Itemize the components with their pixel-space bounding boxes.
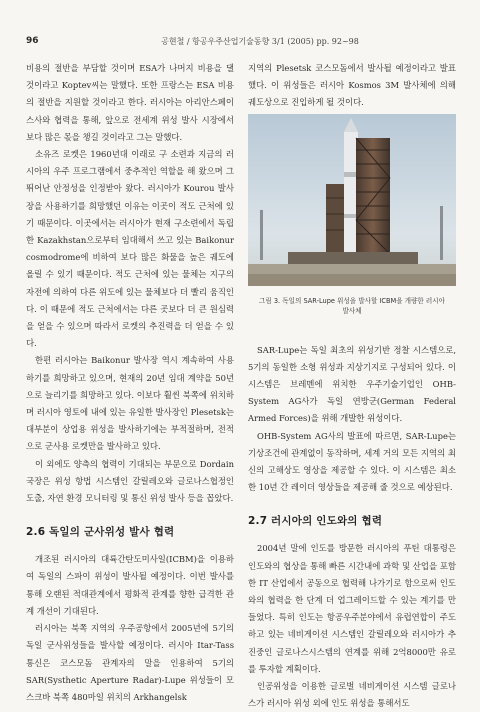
running-head: 공현철 / 항공우주산업기술동향 3/1 (2005) pp. 92~98 [161, 37, 359, 46]
section-heading: 2.6 독일의 군사위성 발사 협력 [26, 526, 175, 539]
rocket-on-launchpad-image [248, 114, 456, 286]
right-column [248, 60, 456, 712]
page-number: 96 [26, 36, 39, 46]
body-paragraph: 한편 러시아는 Baikonur 발사장 역시 계속하여 사용하기를 희망하고 있으며, 현재의 20년 임대 계약을 50년으로 늘리기를 희망하고 있다. 이보다 훨씬 북쪽에 위치하며 러시아 영토에 내에 있는 유일한 발사장인 Plesetsk는 대부분이 상업용 위성을 발사하기에는 부적절하며, 전적으로 군사용 로켓만을 발사하고 있다. [26, 355, 234, 452]
left-column [26, 60, 234, 706]
body-paragraph: 개조된 러시아의 대륙간탄도미사일(ICBM)을 이용하여 독일의 스파이 위성이 발사될 예정이다. 이번 발사를 통해 오랜된 적대관계에서 평화적 관계를 향한 급격한 관계 개선이 기대된다. [26, 554, 234, 616]
body-paragraph: 비용의 절반을 부담할 것이며 ESA가 나머지 비용을 댈 것이라고 Koptev씨는 말했다. 또한 프랑스는 ESA 비용의 절반을 지원할 것이라고 한다. 러시아는 아리안스페이스사와 협력을 통해, 앞으로 전세계 위성 발사 시장에서 보다 많은 몫을 챙길 것이라고 그는 말했다. [26, 63, 234, 142]
body-paragraph: 이 외에도 양측의 협력이 기대되는 부문으로 Dordain 국장은 위성 항법 시스템인 갈릴레오와 글로나스협정인 도출, 자연 환경 모니터링 및 통신 위성 발사 등을 꼽았다. [26, 458, 234, 504]
body-paragraph: 소유즈 로켓은 1960년대 이래로 구 소련과 지금의 러시아의 우주 프로그램에서 중추적인 역할을 해 왔으며 그 뛰어난 안정성을 인정받아 왔다. 러시아가 Kourou 발사장을 사용하기를 희망했던 이유는 이곳이 적도 근처에 있기 때문이다. 이곳에서는 러시아가 현재 구소련에서 독립한 Kazakhstan으로부터 임대해서 쓰고 있는 Baikonur cosmodrome에 비하여 보다 많은 화물을 높은 궤도에 올릴 수 있기 때문이다. 적도 근처에 있는 물체는 지구의 자전에 의하여 다른 위도에 있는 물체보다 더 빨리 움직인다. 이 때문에 적도 근처에서는 다른 곳보다 더 큰 원심력을 얻을 수 있으며 따라서 로켓의 추진력을 더 얻을 수 있다. [26, 149, 234, 349]
launch-vehicle-photo [248, 114, 456, 286]
body-paragraph: 2004년 말에 인도를 방문한 러시아의 푸틴 대통령은 인도와의 협상을 통해 빠른 시간내에 과학 및 산업을 포함한 IT 산업에서 공동으로 협력해 나가기로 함으로써 인도와의 협력을 한 단계 더 업그레이드할 수 있는 계기를 만들었다. 특히 인도는 항공우주분야에서 유럽연합이 주도하고 있는 네비게이션 시스템인 갈릴레오와 러시아가 추진중인 글로나스시스템의 연계를 위해 2억8000만 유로를 투자할 계획이다. [248, 543, 456, 674]
body-paragraph: 지역의 Plesetsk 코스모돔에서 발사될 예정이라고 발표했다. 이 위성들은 러시아 Kosmos 3M 발사체에 의해 궤도상으로 진입하게 될 것이다. [248, 63, 456, 108]
figure-caption: 그림 3. 독일의 SAR-Lupe 위성을 발사할 ICBM을 개량한 러시아 발사체 [259, 296, 445, 315]
page-header [26, 36, 454, 50]
body-paragraph: OHB-System AG사의 발표에 따르면, SAR-Lupe는 기상조건에 관계없이 동작하며, 세계 거의 모든 지역의 최신의 고해상도 영상을 제공할 수 있다. 이 시스템은 최소한 10년 간 레이더 영상들을 제공해 줄 것으로 예상된다. [248, 430, 456, 493]
body-paragraph: 러시아는 북쪽 지역의 우주공항에서 2005년에 5기의 독일 군사위성들을 발사할 예정이다. 러시아 Itar-Tass 통신은 코스모돔 관계자의 말을 인용하여 5기의 SAR(Systhetic Aperture Radar)-Lupe 위성들이 모스크바 북쪽 480마일 위치의 Arkhangelsk [26, 623, 234, 702]
body-paragraph: 인공위성을 이용한 글로벌 네비게이션 시스템 글로나스가 러시아 위성 외에 인도 위성을 통해서도 [248, 681, 456, 709]
body-paragraph: SAR-Lupe는 독일 최초의 위성기반 정찰 시스템으로, 5기의 동일한 소형 위성과 지상기지로 구성되어 있다. 이 시스템은 브레멘에 위치한 우주기술기업인 OHB-System AG사가 독일 연방군(German Federal Armed Forces)을 위해 개발한 위성이다. [248, 344, 456, 424]
section-heading: 2.7 러시아의 인도와의 협력 [248, 515, 383, 528]
